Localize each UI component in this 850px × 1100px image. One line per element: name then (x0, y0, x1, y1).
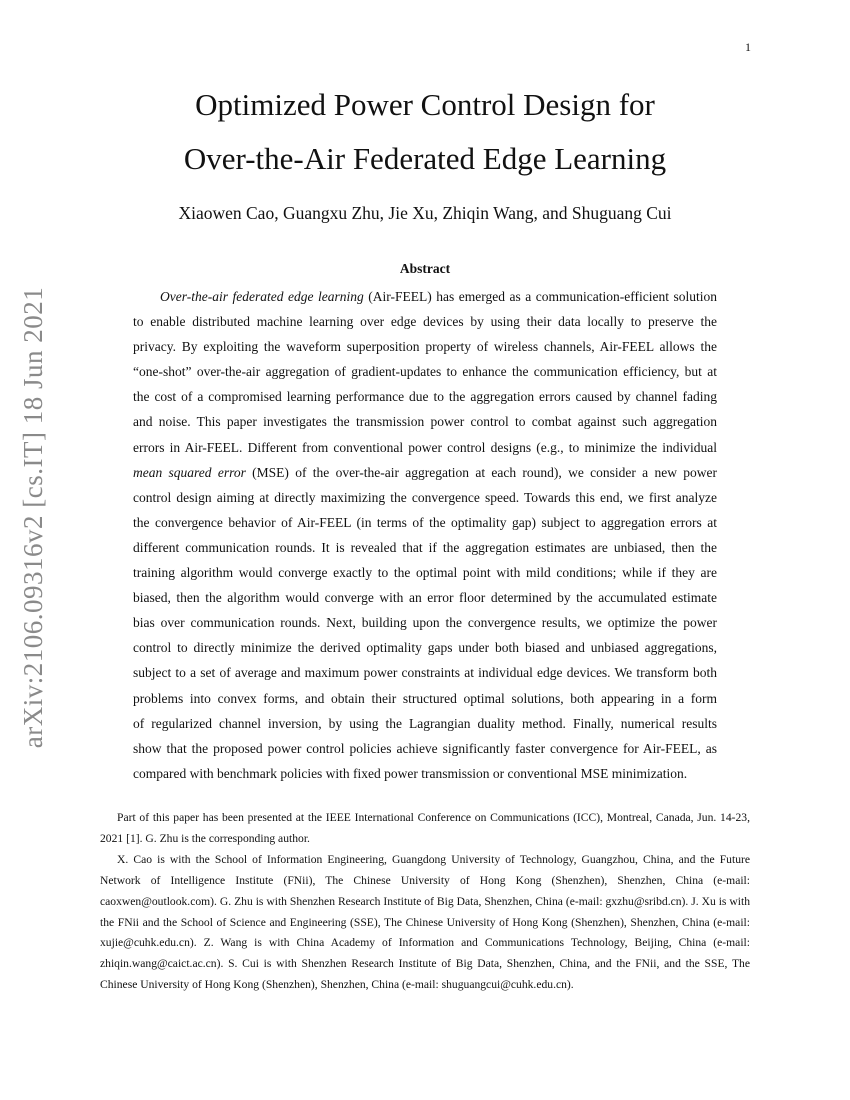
footnote-conference: Part of this paper has been presented at the IEEE International Conference on Communications (ICC), Montreal, Canada, Jun. 14-23, 2021 [1]. G. Zhu is the corresponding author. (100, 811, 750, 845)
abstract-line: and noise. This paper investigates the transmission power control to combat against such aggregation (133, 414, 717, 430)
abstract-line: to enable distributed machine learning over edge devices by using their data locally to preserve the (133, 314, 717, 330)
abstract-line: “one-shot” over-the-air aggregation of gradient-updates to enhance the communication efficiency, but at (133, 364, 717, 380)
abstract-line: different communication rounds. It is revealed that if the aggregation estimates are unbiased, then the (133, 539, 717, 555)
arxiv-identifier: arXiv:2106.09316v2 [cs.IT] 18 Jun 2021 (18, 286, 49, 748)
abstract-line: biased, then the algorithm would converge with an error floor determined by the accumulated estimate (133, 590, 717, 606)
abstract-line: bias over communication rounds. Next, building upon the convergence results, we optimize the power (133, 615, 717, 631)
author-list: Xiaowen Cao, Guangxu Zhu, Jie Xu, Zhiqin Wang, and Shuguang Cui (178, 203, 672, 223)
abstract-line: Over-the-air federated edge learning (Air-FEEL) has emerged as a communication-efficient solution (160, 289, 717, 304)
title-line-2: Over-the-Air Federated Edge Learning (183, 141, 667, 176)
arxiv-identifier-stamp (0, 282, 68, 752)
footnotes (100, 808, 750, 996)
abstract-line: the cost of a compromised learning performance due to the aggregation errors caused by channel fading (133, 389, 717, 405)
footnote-affiliations: X. Cao is with the School of Information Engineering, Guangdong University of Technology, Guangzhou, China, and the Future Network of Intelligence Institute (FNii), The Chinese University of Hong Kong (Shenzhen), Shenzhen, China (e-mail: caoxwen@outlook.com). G. Zhu is with Shenzhen Research Institute of Big Data, Shenzhen, China (e-mail: gxzhu@sribd.cn). J. Xu is with the FNii and the School of Science and Engineering (SSE), The Chinese University of Hong Kong (Shenzhen), Shenzhen, China (e-mail: xujie@cuhk.edu.cn). Z. Wang is with China Academy of Information and Communications Technology, Beijing, China (e-mail: zhiqin.wang@caict.ac.cn). S. Cui is with Shenzhen Research Institute of Big Data, Shenzhen, China, and the FNii, and the SSE, The Chinese University of Hong Kong (Shenzhen), Shenzhen, China (e-mail: shuguangcui@cuhk.edu.cn). (100, 852, 750, 992)
abstract-body (133, 284, 717, 786)
abstract-line: control to directly minimize the derived optimality gaps under both biased and unbiased aggregations, (133, 640, 717, 656)
abstract-line: errors in Air-FEEL. Different from conventional power control designs (e.g., to minimize the individual (133, 439, 717, 455)
abstract-line: control design aiming at directly maximizing the convergence speed. Towards this end, we first analyze (133, 489, 717, 505)
abstract-line: training algorithm would converge exactly to the optimal point with mild conditions; while if they are (133, 565, 717, 581)
abstract-line: of regularized channel inversion, by using the Lagrangian duality method. Finally, numerical results (133, 715, 717, 731)
abstract-line: privacy. By exploiting the waveform superposition property of wireless channels, Air-FEEL allows the (133, 339, 717, 355)
abstract-heading: Abstract (399, 261, 451, 276)
page-number: 1 (745, 40, 751, 54)
title-line-1: Optimized Power Control Design for (195, 87, 655, 122)
abstract-line: mean squared error (MSE) of the over-the-air aggregation at each round), we consider a new power (133, 464, 717, 480)
abstract-term-mse: mean squared error (133, 464, 246, 480)
abstract-line: subject to a set of average and maximum power constraints at individual edge devices. We transform both (133, 665, 717, 681)
abstract-term-air-feel: Over-the-air federated edge learning (160, 289, 364, 304)
abstract-line: the convergence behavior of Air-FEEL (in terms of the optimality gap) subject to aggregation errors at (133, 514, 717, 530)
abstract-line: problems into convex forms, and obtain their structured optimal solutions, both appearing in a form (133, 690, 717, 706)
abstract-line: show that the proposed power control policies achieve significantly faster convergence for Air-FEEL, as (133, 740, 717, 756)
paper-title (100, 78, 750, 186)
abstract-line: compared with benchmark policies with fixed power transmission or conventional MSE minimization. (133, 765, 688, 781)
